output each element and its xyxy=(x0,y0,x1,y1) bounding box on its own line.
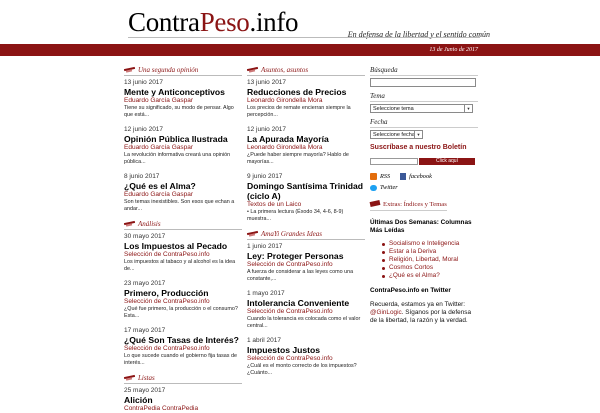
article-date: 9 junio 2017 xyxy=(247,173,283,180)
facebook-icon xyxy=(400,173,406,180)
article-author-link[interactable]: Selección de ContraPeso.info xyxy=(124,298,210,305)
article-item xyxy=(124,79,242,119)
twitter-section-title: ContraPeso.info en Twitter xyxy=(370,287,451,294)
rss-link[interactable] xyxy=(370,171,390,182)
column-left xyxy=(124,66,242,412)
article-excerpt: ¿Cuál es el monto correcto de los impuestos? ¿Cuánto... xyxy=(247,363,357,376)
rss-icon xyxy=(370,173,377,180)
popular-item[interactable]: Socialismo e Inteligencia xyxy=(382,240,478,248)
current-date: 13 de Junio de 2017 xyxy=(429,47,478,53)
article-excerpt: A fuerza de considerar a las leyes como una constante,... xyxy=(247,269,354,282)
article-title-link[interactable]: Mente y Anticonceptivos xyxy=(124,87,225,97)
tema-field-group xyxy=(370,92,478,113)
twitter-text-2: . Síganos por la defensa xyxy=(401,309,471,316)
section-marker-icon xyxy=(124,221,135,227)
article-item xyxy=(124,280,242,320)
section-heading[interactable] xyxy=(247,66,365,76)
article-date: 23 mayo 2017 xyxy=(124,280,166,287)
article-title-link[interactable]: ¿Qué Son Tasas de Interés? xyxy=(124,335,239,345)
popular-item[interactable]: ¿Qué es el Alma? xyxy=(382,272,478,280)
article-excerpt: Lo que sucede cuando el gobierno fija tasas de interés... xyxy=(124,353,237,366)
section-marker-icon xyxy=(124,375,135,381)
article-item xyxy=(247,173,365,223)
article-title-link[interactable]: Intolerancia Conveniente xyxy=(247,298,350,308)
article-author-link[interactable]: Leonardo Girondella Mora xyxy=(247,144,323,151)
article-date: 13 junio 2017 xyxy=(124,79,164,86)
chevron-down-icon: ▼ xyxy=(414,131,422,138)
article-title-link[interactable]: Primero, Producción xyxy=(124,288,209,298)
article-date: 25 mayo 2017 xyxy=(124,387,166,394)
article-title-link[interactable]: Domingo Santísima Trinidad (ciclo A) xyxy=(247,181,364,201)
article-author-link[interactable]: Selección de ContraPeso.info xyxy=(124,345,210,352)
twitter-label: Twitter xyxy=(380,184,398,191)
article-excerpt: Cuando la tolerancia es colocada como el valor central... xyxy=(247,316,361,329)
fecha-field-group xyxy=(370,118,478,139)
newsletter-email-input[interactable] xyxy=(370,158,418,165)
section-heading-label: Asuntos, asuntos xyxy=(261,66,309,74)
article-author-link[interactable]: Textos de un Laico xyxy=(247,201,302,208)
article-excerpt: La revolución informativa creará una opinión pública... xyxy=(124,152,231,165)
popular-list xyxy=(382,240,478,280)
twitter-icon xyxy=(370,185,377,191)
column-middle xyxy=(247,66,365,400)
twitter-link[interactable] xyxy=(370,184,398,191)
facebook-label: facebook xyxy=(409,173,432,180)
article-date: 1 abril 2017 xyxy=(247,337,281,344)
article-title-link[interactable]: ¿Qué es el Alma? xyxy=(124,181,196,191)
article-excerpt: Los impuestos al tabaco y al alcohol es la idea de... xyxy=(124,259,236,272)
twitter-blurb xyxy=(370,301,478,325)
article-author-link[interactable]: Selección de ContraPeso.info xyxy=(247,261,333,268)
section-heading[interactable] xyxy=(247,230,365,240)
twitter-handle-link[interactable]: @GinLogic xyxy=(370,309,402,316)
article-title-link[interactable]: Los Impuestos al Pecado xyxy=(124,241,228,251)
article-title-link[interactable]: Opinión Pública Ilustrada xyxy=(124,134,228,144)
article-item xyxy=(247,243,365,283)
logo-part-contra: Contra xyxy=(128,7,200,37)
header-divider xyxy=(128,37,480,38)
article-date: 1 junio 2017 xyxy=(247,243,283,250)
sidebar xyxy=(370,66,478,325)
extras-label: Extras: Índices y Temas xyxy=(383,201,447,208)
article-author-link[interactable]: Eduardo García Gaspar xyxy=(124,191,194,198)
popular-item[interactable]: Cosmos Cortos xyxy=(382,264,478,272)
article-excerpt: ¿Qué fue primero, la producción o el consumo? Esta... xyxy=(124,306,238,319)
popular-item[interactable]: Estar a la Deriva xyxy=(382,248,478,256)
article-item xyxy=(124,233,242,273)
popular-item[interactable]: Religión, Libertad, Moral xyxy=(382,256,478,264)
section-heading-label: AmaYi Grandes Ideas xyxy=(261,230,322,238)
date-bar xyxy=(0,44,600,56)
article-excerpt: • La primera lectura (Éxodo 34, 4-6, 8-9) muestra... xyxy=(247,209,344,222)
article-author-link[interactable]: Eduardo García Gaspar xyxy=(124,97,194,104)
article-author-link[interactable]: Selección de ContraPeso.info xyxy=(247,308,333,315)
extras-link[interactable] xyxy=(370,201,447,211)
article-item xyxy=(247,79,365,119)
article-author-link[interactable]: Selección de ContraPeso.info xyxy=(124,251,210,258)
section-heading[interactable] xyxy=(124,374,242,384)
rss-label: RSS xyxy=(380,173,391,180)
tema-select-value: Seleccione tema xyxy=(373,106,414,112)
section-heading-label: Análisis xyxy=(138,220,161,228)
site-logo[interactable] xyxy=(128,7,298,38)
section-marker-icon xyxy=(124,67,135,73)
search-label: Búsqueda xyxy=(370,66,478,76)
section-heading-label: Listas xyxy=(138,374,155,382)
article-date: 13 junio 2017 xyxy=(247,79,287,86)
fecha-label: Fecha xyxy=(370,118,478,128)
article-author-link[interactable]: Leonardo Girondella Mora xyxy=(247,97,323,104)
tema-select[interactable] xyxy=(370,104,473,113)
section-heading[interactable] xyxy=(124,220,242,230)
article-author-link[interactable]: Eduardo García Gaspar xyxy=(124,144,194,151)
article-excerpt: ¿Puede haber siempre mayoría? Hablo de mayorías... xyxy=(247,152,349,165)
search-field-group xyxy=(370,66,478,87)
article-item xyxy=(247,126,365,166)
section-marker-icon xyxy=(370,200,381,207)
logo-part-info: .info xyxy=(249,7,299,37)
article-item xyxy=(124,387,242,413)
section-marker-icon xyxy=(247,231,258,237)
newsletter-submit-button[interactable]: Click aquí xyxy=(419,158,475,165)
article-title-link[interactable]: Alición xyxy=(124,395,153,405)
article-title-link[interactable]: La Apurada Mayoría xyxy=(247,134,329,144)
article-date: 12 junio 2017 xyxy=(247,126,287,133)
article-title-link[interactable]: Ley: Proteger Personas xyxy=(247,251,344,261)
article-date: 30 mayo 2017 xyxy=(124,233,166,240)
article-item xyxy=(247,337,365,377)
article-excerpt: Los precios de remate encierran siempre la percepción... xyxy=(247,105,351,118)
section-heading[interactable] xyxy=(124,66,242,76)
article-item xyxy=(247,290,365,330)
popular-title: Últimas Dos Semanas: Columnas Más Leídas xyxy=(370,219,472,234)
article-date: 8 junio 2017 xyxy=(124,173,160,180)
tema-label: Tema xyxy=(370,92,478,102)
twitter-text-1: Recuerda, estamos ya en Twitter: xyxy=(370,301,466,308)
search-input[interactable] xyxy=(370,78,476,87)
article-date: 1 mayo 2017 xyxy=(247,290,285,297)
section-heading-label: Una segunda opinión xyxy=(138,66,199,74)
logo-part-peso: Peso xyxy=(199,7,250,37)
article-excerpt: Son temas inexistibles. Son esos que echan a andar... xyxy=(124,199,235,212)
article-excerpt: Tiene su significado, su modo de pensar. Algo que está... xyxy=(124,105,234,118)
article-date: 17 mayo 2017 xyxy=(124,327,166,334)
chevron-down-icon: ▼ xyxy=(464,105,472,112)
social-links xyxy=(370,171,478,193)
article-item xyxy=(124,173,242,213)
newsletter-label: Suscríbase a nuestro Boletín xyxy=(370,144,467,151)
fecha-select[interactable] xyxy=(370,130,423,139)
section-marker-icon xyxy=(247,67,258,73)
site-tagline: En defensa de la libertad y el sentido común xyxy=(347,30,490,39)
article-title-link[interactable]: Impuestos Justos xyxy=(247,345,321,355)
facebook-link[interactable] xyxy=(400,171,432,182)
newsletter-form xyxy=(370,153,478,171)
article-item xyxy=(124,327,242,367)
article-date: 12 junio 2017 xyxy=(124,126,164,133)
article-author-link[interactable]: Selección de ContraPeso.info xyxy=(247,355,333,362)
article-item xyxy=(124,126,242,166)
article-author-link[interactable]: ContraPedia ContraPedia xyxy=(124,405,199,412)
fecha-select-value: Seleccione fecha xyxy=(373,132,415,138)
article-title-link[interactable]: Reducciones de Precios xyxy=(247,87,347,97)
twitter-text-3: de la libertad, la razón y la verdad. xyxy=(370,317,468,324)
